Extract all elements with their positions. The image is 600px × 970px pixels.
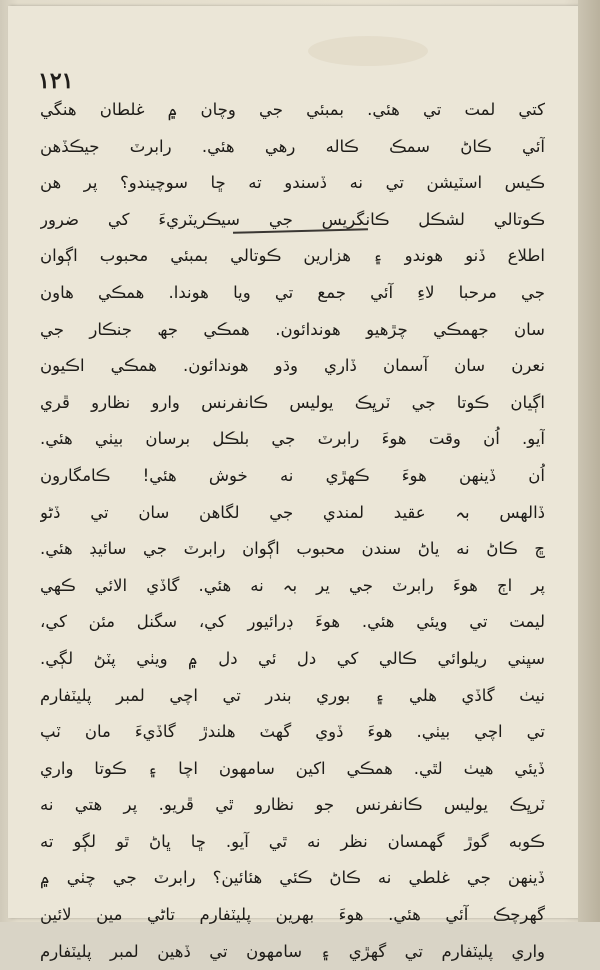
text-line: ٽرڀڪ يوليس ڪانفرنس جو نظارو ٿي ڦريو. پر هتي نه <box>40 795 545 815</box>
text-line: ليمت تي ويئي هئي. هوءَ ڊرائيور کي، سگنل مئن کي، <box>40 612 545 632</box>
text-line: جي مرحبا لاءِ آئي جمع تي ويا هوندا. همڪي هاون <box>40 282 545 302</box>
text-line: ڇ ڪاڻ نه ياڻ سندن محبوب اڳوان رابرٽ جي سائيڊ هئي. <box>40 539 545 559</box>
text-line: ڏيئي هيٺ لٿي. همڪي اکين سامهون اچا ۽ ڪوتا واري <box>40 758 545 778</box>
text-line: ڪيس اسٽيشن تي نه ڏسندو ته ڇا سوچيندو؟ پر هن <box>40 173 545 193</box>
text-line: سان جهمڪي چڙهيو هوندائون. همڪي جھ جنڪار جي <box>40 319 545 339</box>
text-line: نعرن سان آسمان ڏاري وڌو هوندائون. همڪي اڪيون <box>40 356 545 376</box>
text-line: ڪوتالي لشڪل ڪانگريس جي سيڪريٽريءَ کي ضرور <box>40 209 545 229</box>
book-page <box>8 6 578 961</box>
body-text <box>40 92 545 970</box>
text-line: تي اچي بيٺي. هوءَ ڏوي گهٽ هلندڙ گاڏيءَ مان ٽپ <box>40 722 545 742</box>
text-line: کتي لمت تي هئي. بمبئي جي وچان ۾ غلطان هنگي <box>40 100 545 119</box>
text-line: ڪوبه گوڙ گهمسان نظر نه ٿي آيو. ڇا ڀاڻ ٿو لڳو ته <box>40 831 545 851</box>
text-line: ڏالهس بہ عقيد لمندي جي لگاهن سان تي ڏڻو <box>40 502 545 522</box>
page-edge <box>578 0 600 922</box>
text-line: اڳيان ڪوتا جي ٽرڀڪ يوليس ڪانفرنس وارو نظارو ڦري <box>40 392 545 412</box>
text-line: اطلاع ڏنو هوندو ۽ هزارين ڪوتالي بمبئي محبوب اڳوان <box>40 246 545 266</box>
text-line: آئي ڪاڻ سمڪ ڪاله رهي هئي. رابرٽ جيڪڏهن <box>40 136 545 156</box>
text-line: واري پليٽفارم تي گهڙي ۽ سامهون تي ڏهين لمبر پليٽفارم <box>40 941 545 961</box>
text-line: سڀني ريلوائي ڪالي کي دل ئي دل ۾ ويٺي پٽڻ لڳي. <box>40 648 545 668</box>
text-line: گهرچڪ آئي هئي. هوءَ بهرين پليٽفارم تاڻي مين لائين <box>40 905 545 925</box>
text-line: اُن ڏينهن هوءَ ڪهڙي نه خوش هئي! ڪامگارون <box>40 465 545 485</box>
text-line: پر اڄ هوءَ رابرٽ جي ير بہ نه هئي. گاڏي الائي ڪهي <box>40 575 545 595</box>
paper-stain <box>308 36 428 66</box>
text-line: نيٺ گاڏي هلي ۽ بوري بندر تي اچي لمبر پليٽفارم <box>40 685 545 705</box>
text-line: ڏينهن جي غلطي نه ڪاڻ ڪئي هئائين؟ رابرٽ جي چٺي ۾ <box>40 868 545 888</box>
page-number: ١٢١ <box>38 68 74 94</box>
text-line: آيو. اُن وقت هوءَ رابرٽ جي بلڪل برسان بيٺي هئي. <box>40 429 545 449</box>
